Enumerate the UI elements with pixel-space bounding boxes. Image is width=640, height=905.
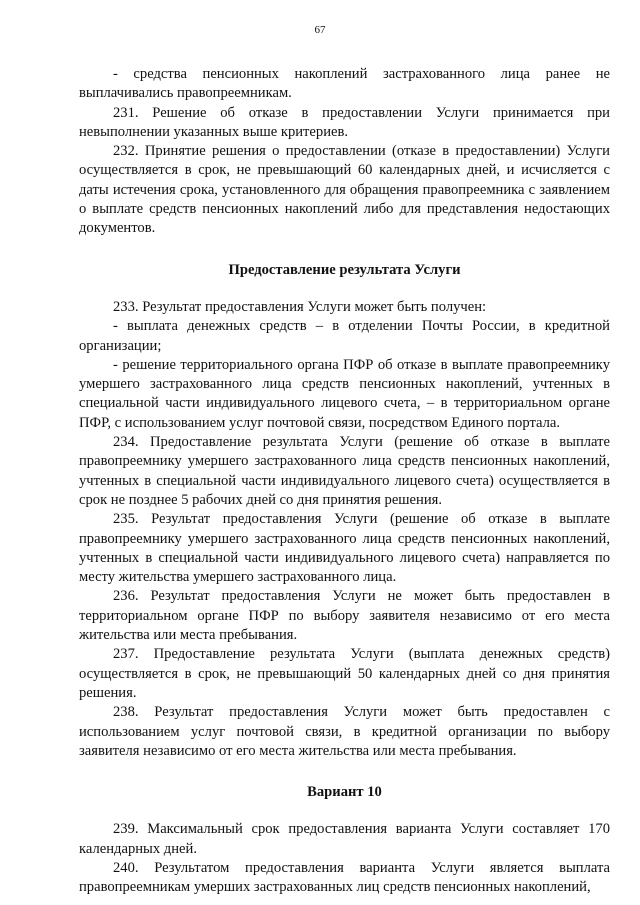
section-heading: Предоставление результата Услуги: [228, 261, 461, 278]
paragraph: 239. Максимальный срок предоставления варианта Услуги составляет 170 календарных дней.: [79, 821, 610, 857]
paragraph: 234. Предоставление результата Услуги (решение об отказе в выплате правопреемнику умершего застрахованного лица средств пенсионных накоплений, учтенных в специальной части индивидуального лицевого счета) осуществляется в срок не позднее 5 рабочих дней со дня принятия решения.: [79, 434, 610, 508]
paragraph: 240. Результатом предоставления варианта Услуги является выплата правопреемникам умерших застрахованных лиц средств пенсионных накоплений,: [79, 859, 610, 896]
paragraph: - средства пенсионных накоплений застрахованного лица ранее не выплачивались правопреемникам.: [79, 66, 610, 102]
page-number: 67: [314, 24, 326, 36]
list-item: - выплата денежных средств – в отделении Почты России, в кредитной организации;: [79, 318, 610, 354]
paragraph: 235. Результат предоставления Услуги (решение об отказе в выплате правопреемнику умершего застрахованного лица средств пенсионных накоплений, учтенных в специальной части индивидуального лицевого счета) направляется по месту жительства умершего застрахованного лица.: [79, 511, 610, 586]
paragraph: 232. Принятие решения о предоставлении (отказе в предоставлении) Услуги осуществляется в срок, не превышающий 60 календарных дней, и исчисляется с даты истечения срока, установленного для обращения правопреемника с заявлением о выплате средств пенсионных накоплений либо для представления недостающих документов.: [79, 143, 610, 237]
list-item: - решение территориального органа ПФР об отказе в выплате правопреемнику умершего застрахованного лица средств пенсионных накоплений, учтенных в специальной части индивидуального лицевого счета, – в территориальном органе ПФР, с использованием услуг почтовой связи, посредством Единого портала.: [79, 356, 610, 431]
paragraph: 237. Предоставление результата Услуги (выплата денежных средств) осуществляется в срок, не превышающий 50 календарных дней со дня принятия решения.: [79, 646, 610, 701]
paragraph: 238. Результат предоставления Услуги может быть предоставлен с использованием услуг почтовой связи, в кредитной организации по выбору заявителя независимо от его места жительства или места пребывания.: [79, 704, 610, 759]
document-body: [79, 65, 610, 898]
paragraph: 233. Результат предоставления Услуги может быть получен:: [113, 298, 487, 315]
paragraph: 236. Результат предоставления Услуги не может быть предоставлен в территориальном органе ПФР по выбору заявителя независимо от его места жительства или места пребывания.: [79, 588, 610, 644]
paragraph: 231. Решение об отказе в предоставлении Услуги принимается при невыполнении указанных выше критериев.: [79, 104, 610, 140]
section-heading: Вариант 10: [307, 784, 382, 801]
